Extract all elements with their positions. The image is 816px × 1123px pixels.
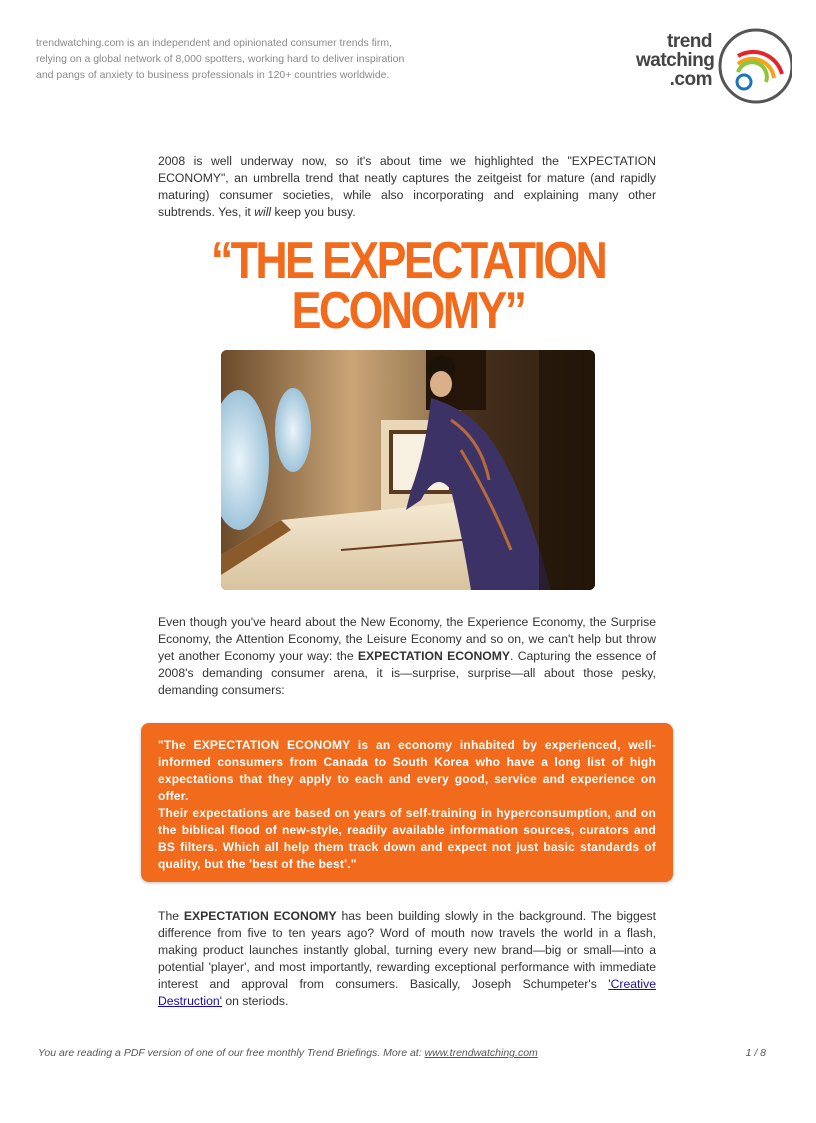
header-line: and pangs of anxiety to business professionals in 120+ countries worldwide. [36,69,390,81]
bold-term: EXPECTATION ECONOMY [357,649,511,663]
page-number: 1 / 8 [745,1047,766,1059]
footer-link[interactable]: www.trendwatching.com [424,1047,538,1059]
body-paragraph: Even though you've heard about the New Economy, the Experience Economy, the Surprise Economy, the Attention Economy, the Leisure Economy and so on, we can't help but throw yet another Economy your way: the EXPECTATION ECONOMY. Capturing the essence of 2008's demanding consumer arena, it is—surprise, surprise—all about those pesky, demanding consumers: [158,615,656,697]
page-title: “THE EXPECTATION ECONOMY” [210,232,606,340]
creative-destruction-link[interactable]: 'Creative Destruction' [158,977,656,1008]
callout-paragraph: "The EXPECTATION ECONOMY is an economy inhabited by experienced, well-informed consumers from Canada to South Korea who have a long list of high expectations that they apply to each and every good, service and experience on offer. [158,738,656,803]
logo-word-watching: watching [636,50,715,71]
cabin-bed-photo [221,350,595,590]
quote-callout [141,723,673,882]
body-paragraph: The EXPECTATION ECONOMY has been building slowly in the background. The biggest difference from five to ten years ago? Word of mouth now travels the world in a flash, making product launches instantly global, turning every new brand—big or small—into a potential 'player', and most importantly, rewarding exceptional performance with immediate interest and approval from consumers. Basically, Joseph Schumpeter's 'Creative Destruction' on steriods. [158,909,656,1008]
header-line: trendwatching.com is an independent and opinionated consumer trends firm, [36,37,393,49]
header-line: relying on a global network of 8,000 spotters, working hard to deliver inspiration [36,53,405,65]
bold-term: EXPECTATION ECONOMY [183,909,337,923]
signal-waves-icon [718,26,792,106]
emphasis: will [254,205,272,219]
page-footer: You are reading a PDF version of one of our free monthly Trend Briefings. More at: www.trendwatching.com 1 / 8 [38,1047,766,1059]
intro-paragraph: 2008 is well underway now, so it's about time we highlighted the "EXPECTATION ECONOMY", an umbrella trend that neatly captures the zeitgeist for mature (and rapidly maturing) consumer societies, while also incorporating and explaining many other subtrends. Yes, it will keep you busy. [158,154,656,219]
logo-word-trend: trend [667,31,712,52]
callout-paragraph: Their expectations are based on years of self-training in hyperconsumption, and on the biblical flood of new-style, readily available information sources, curators and BS filters. Which all help them track down and expect not just basic standards of quality, but the 'best of the best'." [158,806,656,871]
logo-word-com: .com [669,69,712,90]
header-blurb [36,35,436,83]
trendwatching-logo[interactable] [636,26,792,108]
logo-wordmark [636,31,715,90]
photo-illustration [221,350,595,590]
